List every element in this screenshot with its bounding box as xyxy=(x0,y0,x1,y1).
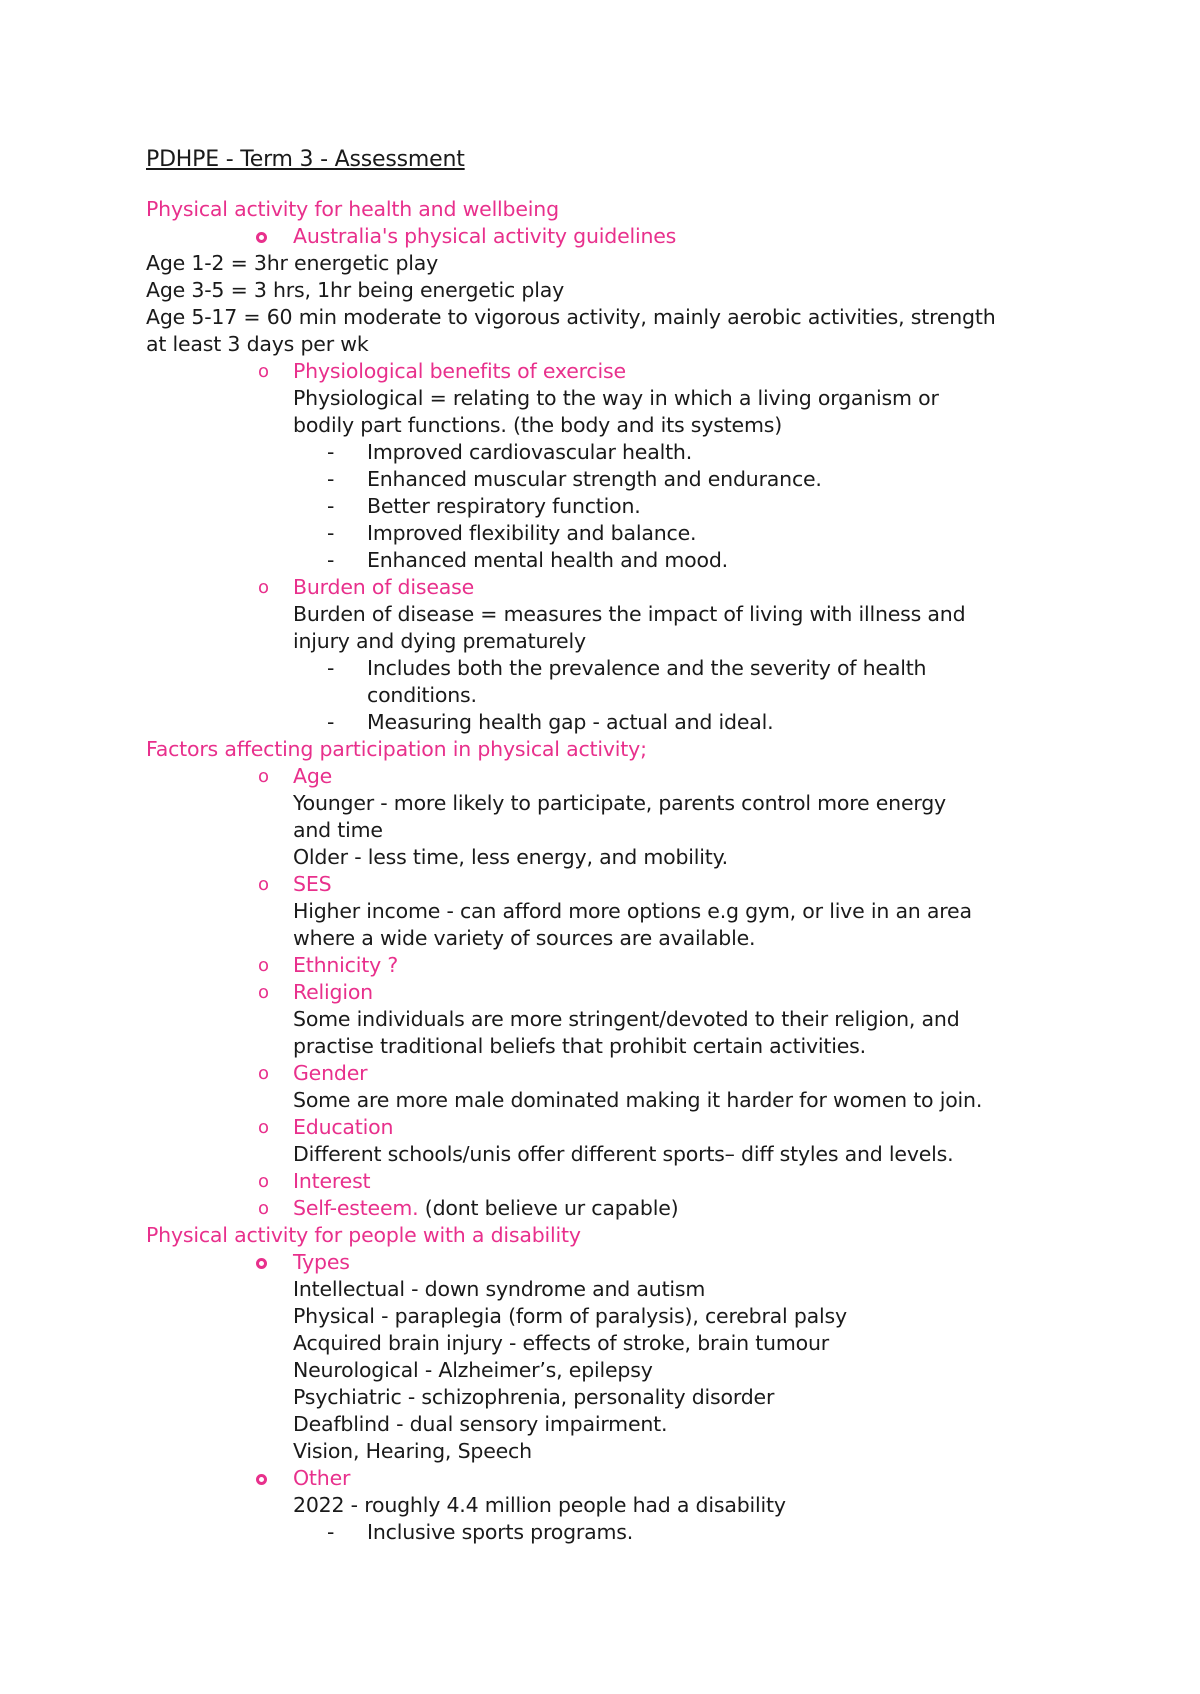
subheading: o Burden of disease xyxy=(258,575,474,599)
list-item: - Enhanced muscular strength and endurance. xyxy=(327,467,822,491)
text-line: Some are more male dominated making it harder for women to join. xyxy=(293,1088,983,1112)
text-line: Deafblind - dual sensory impairment. xyxy=(293,1412,668,1436)
section-heading: Factors affecting participation in physical activity; xyxy=(146,737,647,761)
subheading: Types xyxy=(146,1249,1076,1276)
list-item: - Inclusive sports programs. xyxy=(327,1520,634,1544)
bullet-icon: o xyxy=(258,1117,269,1138)
list-item: - Improved cardiovascular health. xyxy=(327,440,693,464)
dash-icon: - xyxy=(327,1520,335,1544)
section-heading: Physical activity for health and wellbeing xyxy=(146,197,559,221)
subheading: Other xyxy=(146,1465,1076,1492)
text-line: conditions. xyxy=(367,683,477,707)
text-line: Burden of disease = measures the impact of living with illness and xyxy=(293,602,966,626)
dash-icon: - xyxy=(327,494,335,518)
text-line: Acquired brain injury - effects of stroke, brain tumour xyxy=(293,1331,829,1355)
bullet-icon xyxy=(256,232,267,243)
text-line: Different schools/unis offer different sports– diff styles and levels. xyxy=(293,1142,954,1166)
text-line: practise traditional beliefs that prohibit certain activities. xyxy=(293,1034,866,1058)
subheading: o Physiological benefits of exercise xyxy=(258,359,626,383)
subheading: o Gender xyxy=(258,1061,368,1085)
dash-icon: - xyxy=(327,656,335,680)
dash-icon: - xyxy=(327,548,335,572)
bullet-icon xyxy=(256,1258,267,1269)
bullet-icon: o xyxy=(258,874,269,895)
bullet-icon: o xyxy=(258,361,269,382)
section-heading: Physical activity for people with a disability xyxy=(146,1223,581,1247)
text-line: Age 5-17 = 60 min moderate to vigorous activity, mainly aerobic activities, strength xyxy=(146,305,996,329)
text-line: at least 3 days per wk xyxy=(146,332,369,356)
document-content xyxy=(146,146,1076,1546)
text-line: Younger - more likely to participate, parents control more energy xyxy=(293,791,946,815)
page-title: PDHPE - Term 3 - Assessment xyxy=(146,147,465,172)
text-line: Older - less time, less energy, and mobility. xyxy=(293,845,728,869)
bullet-icon: o xyxy=(258,955,269,976)
subheading: Australia's physical activity guidelines xyxy=(146,223,1076,250)
text-line: Physiological = relating to the way in which a living organism or xyxy=(293,386,939,410)
text-line: injury and dying prematurely xyxy=(293,629,586,653)
subheading: o Education xyxy=(258,1115,394,1139)
subheading: o Ethnicity ? xyxy=(258,953,399,977)
bullet-icon: o xyxy=(258,766,269,787)
list-item: - Includes both the prevalence and the severity of health xyxy=(327,656,927,680)
text-line: Some individuals are more stringent/devoted to their religion, and xyxy=(293,1007,960,1031)
text-line: where a wide variety of sources are available. xyxy=(293,926,756,950)
subheading: o Self-esteem. (dont believe ur capable) xyxy=(258,1196,679,1220)
text-line: bodily part functions. (the body and its systems) xyxy=(293,413,782,437)
text-line: Age 3-5 = 3 hrs, 1hr being energetic play xyxy=(146,278,565,302)
dash-icon: - xyxy=(327,710,335,734)
list-item: - Improved flexibility and balance. xyxy=(327,521,697,545)
bullet-icon: o xyxy=(258,1063,269,1084)
bullet-icon: o xyxy=(258,1198,269,1219)
text-line: Neurological - Alzheimer’s, epilepsy xyxy=(293,1358,653,1382)
text-line: Vision, Hearing, Speech xyxy=(293,1439,532,1463)
text-line: Age 1-2 = 3hr energetic play xyxy=(146,251,439,275)
list-item: - Better respiratory function. xyxy=(327,494,641,518)
dash-icon: - xyxy=(327,440,335,464)
list-item: - Enhanced mental health and mood. xyxy=(327,548,728,572)
list-item: - Measuring health gap - actual and ideal. xyxy=(327,710,774,734)
subheading: o Age xyxy=(258,764,333,788)
dash-icon: - xyxy=(327,521,335,545)
subheading: o Interest xyxy=(258,1169,371,1193)
subheading: o Religion xyxy=(258,980,373,1004)
bullet-icon: o xyxy=(258,577,269,598)
dash-icon: - xyxy=(327,467,335,491)
text-line: and time xyxy=(293,818,383,842)
subheading: o SES xyxy=(258,872,332,896)
bullet-icon: o xyxy=(258,982,269,1003)
text-line: Psychiatric - schizophrenia, personality disorder xyxy=(293,1385,775,1409)
text-line: Higher income - can afford more options e.g gym, or live in an area xyxy=(293,899,972,923)
bullet-icon xyxy=(256,1474,267,1485)
text-line: Physical - paraplegia (form of paralysis), cerebral palsy xyxy=(293,1304,847,1328)
text-line: 2022 - roughly 4.4 million people had a disability xyxy=(293,1493,786,1517)
bullet-icon: o xyxy=(258,1171,269,1192)
text-line: Intellectual - down syndrome and autism xyxy=(293,1277,706,1301)
